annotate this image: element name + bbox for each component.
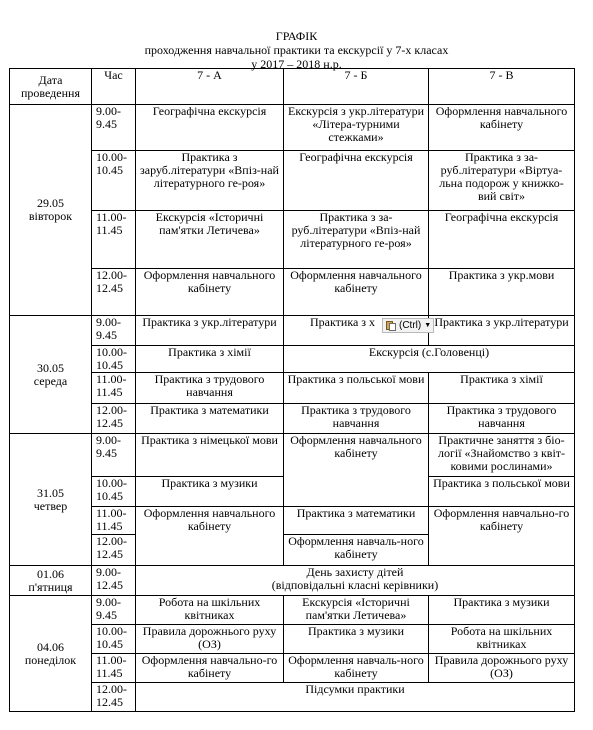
table-row (10, 211, 575, 269)
activity-cell: Оформлення навчально-го кабінету (136, 654, 284, 683)
paste-options-label: (Ctrl) (399, 320, 422, 331)
time-cell: 9.00- 9.45 (92, 105, 136, 151)
time-cell: 9.00- 9.45 (92, 434, 136, 477)
date-value: 04.06 (37, 639, 64, 654)
weekday-value: вівторок (28, 209, 73, 223)
activity-cell: Практика з польської мови (429, 477, 575, 507)
activity-cell: Правила дорожнього руху (ОЗ) (429, 654, 575, 683)
activity-cell: Оформлення навчально-го кабінету (429, 507, 575, 566)
activity-cell: Практика з музики (284, 625, 429, 654)
time-cell: 10.00- 10.45 (92, 477, 136, 507)
activity-cell: Оформлення навчального кабінету (284, 434, 429, 507)
activity-cell: Практика з укр.літератури (136, 316, 284, 346)
activity-cell: Робота на шкільних квітниках (136, 596, 284, 625)
time-cell: 12.00- 12.45 (92, 404, 136, 434)
time-cell: 9.00- 12.45 (92, 566, 136, 596)
table-row (10, 269, 575, 316)
table-row (10, 346, 575, 373)
header-class-a: 7 - А (136, 69, 284, 105)
activity-cell: Географічна екскурсія (136, 105, 284, 151)
header-class-c: 7 - В (429, 69, 575, 105)
activity-cell: Оформлення навчаль-ного кабінету (284, 654, 429, 683)
document-title (0, 29, 593, 71)
activity-cell: Екскурсія з укр.літератури «Літера-турними стежками» (284, 105, 429, 151)
schedule-table (9, 68, 575, 712)
time-cell: 12.00- 12.45 (92, 683, 136, 712)
activity-cell: Практика з укр.літератури (429, 316, 575, 346)
date-value: 29.05 (37, 196, 64, 210)
paste-options-button[interactable] (382, 318, 434, 333)
table-row (10, 434, 575, 477)
time-cell: 9.00- 9.45 (92, 596, 136, 625)
table-row (10, 654, 575, 683)
activity-cell: Екскурсія «Історичні пам'ятки Летичева» (284, 596, 429, 625)
activity-cell: Практика з за-руб.літератури «Віртуа-льна подорож у книжко-вий світ» (429, 151, 575, 211)
header-date: Дата проведення (10, 69, 92, 105)
activity-cell: Практика з математики (136, 404, 284, 434)
weekday-value: понеділок (24, 652, 77, 667)
activity-cell: Оформлення навчального кабінету (136, 507, 284, 566)
time-cell: 11.00- 11.45 (92, 373, 136, 404)
activity-cell: Практика з музики (136, 477, 284, 507)
activity-cell: Практика з музики (429, 596, 575, 625)
weekday-value: четвер (33, 498, 68, 513)
table-row (10, 105, 575, 151)
activity-cell: Практика з польської мови (284, 373, 429, 404)
header-time: Час (92, 69, 136, 105)
header-class-b: 7 - Б (284, 69, 429, 105)
table-row (10, 316, 575, 346)
time-cell: 11.00- 11.45 (92, 211, 136, 269)
date-cell (10, 566, 92, 596)
activity-cell: Робота на шкільних квітниках (429, 625, 575, 654)
activity-cell: День захисту дітей (відповідальні класні керівники) (136, 566, 575, 596)
title-line-1: ГРАФІК (275, 29, 318, 43)
time-cell: 10.00- 10.45 (92, 151, 136, 211)
activity-cell: Оформлення навчаль-ного кабінету (284, 535, 429, 566)
activity-cell: Практика з трудового навчання (284, 404, 429, 434)
activity-cell: Практика з хімії (429, 373, 575, 404)
date-cell (10, 105, 92, 316)
title-line-3: у 2017 – 2018 н.р. (251, 57, 342, 71)
activity-cell: Оформлення навчального кабінету (429, 105, 575, 151)
activity-cell: Підсумки практики (136, 683, 575, 712)
activity-cell: Екскурсія (с.Головенці) (284, 346, 575, 373)
table-row (10, 373, 575, 404)
date-cell (10, 596, 92, 712)
activity-cell: Практика з трудового навчання (429, 404, 575, 434)
date-cell (10, 434, 92, 566)
title-line-2: проходження навчальної практики та екскурсії у 7-х класах (144, 43, 449, 57)
header-row (10, 69, 575, 105)
time-cell: 9.00- 9.45 (92, 316, 136, 346)
activity-cell: Практика з укр.мови (429, 269, 575, 316)
time-cell: 10.00- 10.45 (92, 346, 136, 373)
time-cell: 11.00- 11.45 (92, 507, 136, 535)
table-row (10, 151, 575, 211)
table-row (10, 404, 575, 434)
activity-cell: Географічна екскурсія (284, 151, 429, 211)
time-cell: 12.00- 12.45 (92, 269, 136, 316)
time-cell: 10.00- 10.45 (92, 625, 136, 654)
weekday-value: п'ятниця (28, 579, 73, 594)
date-value: 31.05 (37, 485, 64, 500)
activity-cell: Практика з хімії (136, 346, 284, 373)
time-cell: 12.00- 12.45 (92, 535, 136, 566)
table-row (10, 683, 575, 712)
activity-cell: Правила дорожнього руху (ОЗ) (136, 625, 284, 654)
activity-cell: Практичне заняття з біо-логії «Знайомство з квіт-ковими рослинами» (429, 434, 575, 477)
date-cell (10, 316, 92, 434)
table-row (10, 566, 575, 596)
activity-cell: Екскурсія «Історичні пам'ятки Летичева» (136, 211, 284, 269)
weekday-value: середа (33, 373, 68, 388)
activity-cell: Практика з математики (284, 507, 429, 535)
activity-cell: Практика з х (284, 316, 429, 346)
activity-cell: Географічна екскурсія (429, 211, 575, 269)
activity-cell: Практика з трудового навчання (136, 373, 284, 404)
chevron-down-icon: ▼ (424, 322, 432, 329)
date-value: 30.05 (37, 360, 64, 375)
table-row (10, 596, 575, 625)
table-row (10, 507, 575, 535)
table-row (10, 625, 575, 654)
date-value: 01.06 (37, 566, 64, 581)
activity-cell: Практика з німецької мови (136, 434, 284, 477)
activity-cell: Практика з за-руб.літератури «Впіз-най літературного ге-роя» (284, 211, 429, 269)
activity-cell: Практика з заруб.літератури «Впіз-най літературного ге-роя» (136, 151, 284, 211)
clipboard-icon (385, 320, 396, 331)
activity-cell: Оформлення навчального кабінету (284, 269, 429, 316)
activity-cell: Оформлення навчального кабінету (136, 269, 284, 316)
time-cell: 11.00- 11.45 (92, 654, 136, 683)
